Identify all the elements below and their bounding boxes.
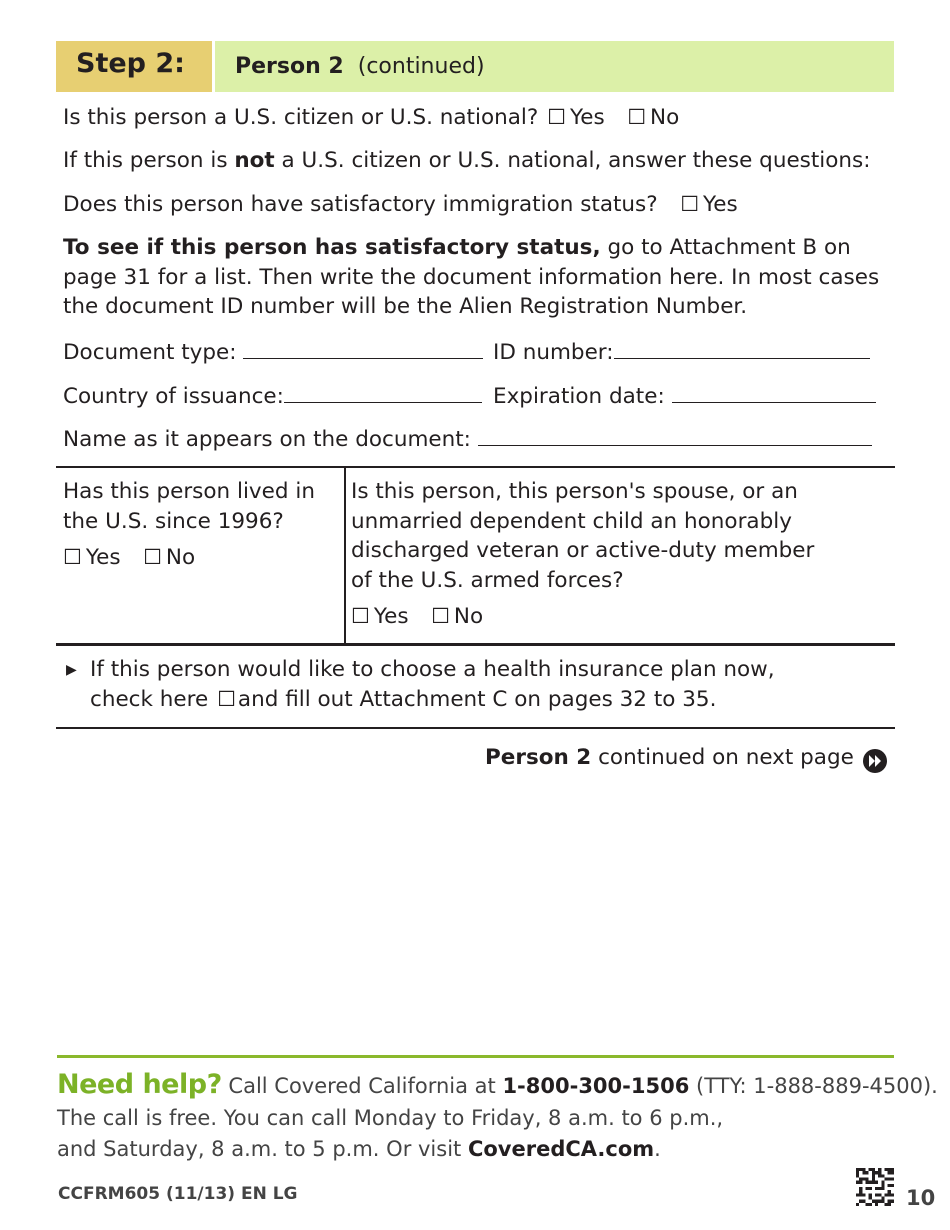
citizen-no-checkbox-icon[interactable]: ☐ — [627, 105, 647, 129]
immigration-question: Does this person have satisfactory immigration status? — [63, 192, 658, 217]
help-line2: The call is free. You can call Monday to Friday, 8 a.m. to 6 p.m., — [57, 1105, 724, 1130]
continued-note — [485, 743, 854, 773]
table-bottom-rule — [56, 643, 895, 646]
help-line3-a: and Saturday, 8 a.m. to 5 p.m. Or visit — [57, 1137, 468, 1161]
id-number-field — [493, 336, 870, 368]
id-number-input[interactable] — [614, 336, 870, 359]
veteran-cell — [351, 477, 814, 632]
name-on-document-input[interactable] — [478, 423, 872, 446]
veteran-no-label: No — [453, 604, 484, 629]
veteran-yes-label: Yes — [373, 604, 409, 629]
citizen-no-label: No — [650, 105, 680, 130]
expiration-field — [493, 380, 876, 412]
person-suffix: (continued) — [357, 54, 485, 79]
lived-since-cell — [63, 477, 315, 573]
help-box — [57, 1069, 938, 1166]
expiration-input[interactable] — [672, 380, 876, 403]
plan-choice — [90, 655, 775, 714]
need-help-heading: Need help? — [57, 1069, 222, 1100]
plan-rule — [56, 727, 895, 729]
form-code: CCFRM605 (11/13) EN LG — [58, 1184, 298, 1204]
lived-since-line1: Has this person lived in — [63, 479, 315, 504]
footer-rule — [57, 1055, 894, 1058]
help-line3-b: . — [654, 1137, 661, 1161]
help-phone[interactable]: 1-800-300-1506 — [502, 1074, 690, 1098]
help-line1-a: Call Covered California at — [228, 1074, 503, 1098]
id-number-label: ID number: — [493, 340, 614, 365]
country-field — [63, 380, 482, 412]
help-line1-b: (TTY: 1-888-889-4500). — [689, 1074, 938, 1098]
document-type-label: Document type: — [63, 340, 237, 365]
status-note-bold: To see if this person has satisfactory status, — [63, 235, 601, 260]
status-note-line1: go to Attachment B on — [600, 235, 851, 260]
table-top-rule — [56, 466, 895, 468]
citizen-question: Is this person a U.S. citizen or U.S. national? — [63, 105, 539, 130]
status-note — [63, 233, 879, 322]
noncitizen-intro-part2: a U.S. citizen or U.S. national, answer these questions: — [274, 148, 871, 173]
country-input[interactable] — [284, 380, 482, 403]
plan-check-here: check here — [90, 686, 209, 712]
plan-line2: and fill out Attachment C on pages 32 to 35. — [237, 686, 717, 712]
help-website-link[interactable]: CoveredCA.com — [467, 1137, 655, 1161]
lived-no-label: No — [165, 545, 196, 570]
step-label: Step 2: — [56, 41, 212, 92]
triangle-right-icon: ▶ — [66, 662, 77, 678]
citizen-question-row — [63, 103, 679, 133]
continued-bold: Person 2 — [485, 745, 592, 770]
lived-yes-label: Yes — [85, 545, 121, 570]
double-chevron-circle-icon — [862, 748, 888, 774]
veteran-line4: of the U.S. armed forces? — [351, 567, 624, 593]
person-label: Person 2 — [235, 54, 344, 79]
veteran-line2: unmarried dependent child an honorably — [351, 508, 792, 534]
expiration-label: Expiration date: — [493, 384, 665, 409]
veteran-no-checkbox-icon[interactable]: ☐ — [431, 604, 450, 628]
immigration-yes-label: Yes — [703, 192, 738, 217]
section-title — [215, 41, 894, 92]
name-on-document-label: Name as it appears on the document: — [63, 427, 471, 452]
noncitizen-intro — [63, 146, 871, 176]
plan-line1: If this person would like to choose a health insurance plan now, — [90, 657, 775, 682]
table-divider — [344, 467, 346, 644]
continued-rest: continued on next page — [598, 745, 854, 770]
citizen-yes-checkbox-icon[interactable]: ☐ — [547, 105, 566, 129]
document-type-field — [63, 336, 483, 368]
lived-since-line2: the U.S. since 1996? — [63, 508, 284, 534]
veteran-line3: discharged veteran or active-duty member — [351, 538, 815, 563]
immigration-question-row — [63, 190, 738, 220]
status-note-line3: the document ID number will be the Alien Registration Number. — [63, 294, 748, 319]
immigration-yes-checkbox-icon[interactable]: ☐ — [680, 192, 700, 216]
qr-code-icon — [856, 1168, 894, 1206]
citizen-yes-label: Yes — [569, 105, 605, 130]
page-number: 10 — [906, 1186, 936, 1210]
veteran-yes-checkbox-icon[interactable]: ☐ — [351, 604, 370, 628]
country-label: Country of issuance: — [63, 384, 284, 409]
lived-no-checkbox-icon[interactable]: ☐ — [143, 545, 162, 569]
noncitizen-intro-bold: not — [234, 148, 275, 173]
lived-yes-checkbox-icon[interactable]: ☐ — [63, 545, 82, 569]
document-type-input[interactable] — [243, 336, 483, 359]
noncitizen-intro-part1: If this person is — [63, 148, 235, 173]
name-on-document-field — [63, 423, 872, 455]
status-note-line2: page 31 for a list. Then write the document information here. In most cases — [63, 264, 880, 290]
veteran-line1: Is this person, this person's spouse, or an — [351, 479, 798, 504]
plan-checkbox-icon[interactable]: ☐ — [217, 686, 236, 711]
